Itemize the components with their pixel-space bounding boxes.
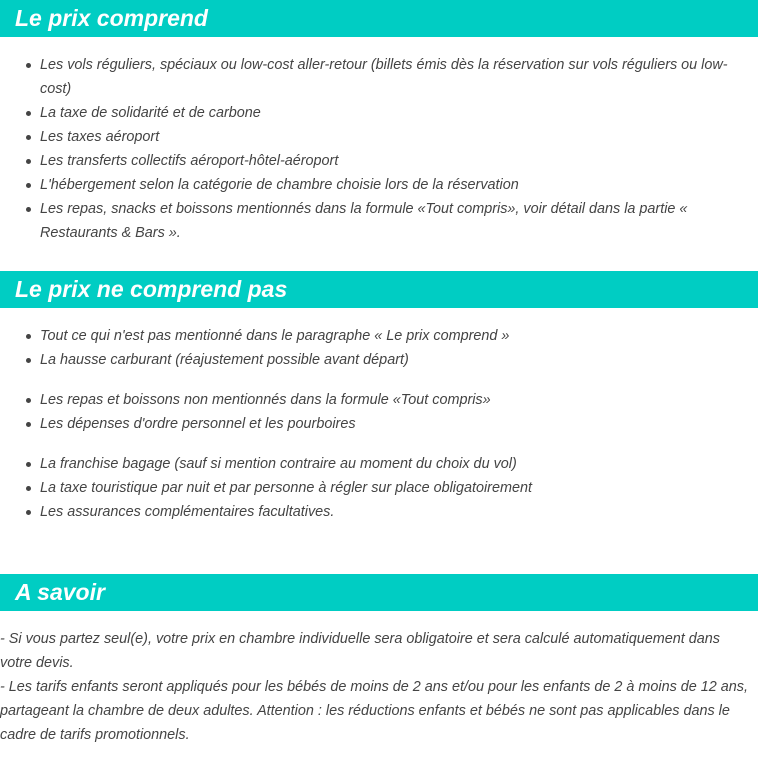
- list-item: [0, 149, 758, 173]
- bullet-icon: [26, 422, 31, 427]
- section-header-good-to-know: [0, 574, 758, 611]
- list-item-text: La taxe de solidarité et de carbone: [40, 105, 261, 121]
- list-item-text: Tout ce qui n'est pas mentionné dans le paragraphe « Le prix comprend »: [40, 328, 510, 344]
- list-item-text: Les dépenses d'ordre personnel et les pourboires: [40, 416, 356, 432]
- list-item: [0, 412, 758, 436]
- list-item: [0, 173, 758, 197]
- list-item: [0, 125, 758, 149]
- list-item: [0, 324, 758, 348]
- bullet-icon: [26, 111, 31, 116]
- list-item: [0, 53, 758, 101]
- bullet-icon: [26, 207, 31, 212]
- list-item: [0, 388, 758, 412]
- bullet-icon: [26, 486, 31, 491]
- bullet-icon: [26, 334, 31, 339]
- info-paragraph: - Les tarifs enfants seront appliqués pour les bébés de moins de 2 ans et/ou pour les enfants de 2 à moins de 12 ans, partageant la chambre de deux adultes. Attention : les réductions enfants et bébés ne sont pas applicables dans le cadre de tarifs promotionnels.: [0, 679, 748, 743]
- bullet-icon: [26, 135, 31, 140]
- section-header-price-excludes: [0, 271, 758, 308]
- list-item: [0, 452, 758, 476]
- bullet-icon: [26, 183, 31, 188]
- list-item: [0, 476, 758, 500]
- bullet-icon: [26, 159, 31, 164]
- section-title: Le prix comprend: [15, 5, 208, 31]
- list-item-text: L'hébergement selon la catégorie de chambre choisie lors de la réservation: [40, 177, 519, 193]
- list-item: [0, 197, 758, 245]
- list-item-text: La hausse carburant (réajustement possible avant départ): [40, 352, 409, 368]
- price-includes-list: [0, 53, 758, 245]
- list-item-text: Les repas et boissons non mentionnés dans la formule «Tout compris»: [40, 392, 491, 408]
- list-item-text: Les assurances complémentaires facultatives.: [40, 504, 335, 520]
- list-item: [0, 500, 758, 524]
- bullet-icon: [26, 398, 31, 403]
- list-item: [0, 101, 758, 125]
- bullet-icon: [26, 358, 31, 363]
- bullet-icon: [26, 510, 31, 515]
- list-item-text: Les transferts collectifs aéroport-hôtel-aéroport: [40, 153, 339, 169]
- section-title: Le prix ne comprend pas: [15, 276, 288, 302]
- price-excludes-list: [0, 324, 758, 524]
- list-item-text: Les vols réguliers, spéciaux ou low-cost aller-retour (billets émis dès la réservation sur vols réguliers ou low-cost): [40, 57, 728, 97]
- good-to-know-text: [0, 627, 758, 747]
- section-header-price-includes: [0, 0, 758, 37]
- list-item-text: La franchise bagage (sauf si mention contraire au moment du choix du vol): [40, 456, 517, 472]
- list-item: [0, 348, 758, 372]
- info-paragraph: - Si vous partez seul(e), votre prix en chambre individuelle sera obligatoire et sera calculé automatiquement dans votre devis.: [0, 631, 720, 671]
- list-item-text: La taxe touristique par nuit et par personne à régler sur place obligatoirement: [40, 480, 532, 496]
- list-item-text: Les repas, snacks et boissons mentionnés dans la formule «Tout compris», voir détail dans la partie « Restaurants & Bars ».: [40, 201, 688, 241]
- list-item-text: Les taxes aéroport: [40, 129, 160, 145]
- section-title: A savoir: [15, 579, 105, 605]
- bullet-icon: [26, 63, 31, 68]
- bullet-icon: [26, 462, 31, 467]
